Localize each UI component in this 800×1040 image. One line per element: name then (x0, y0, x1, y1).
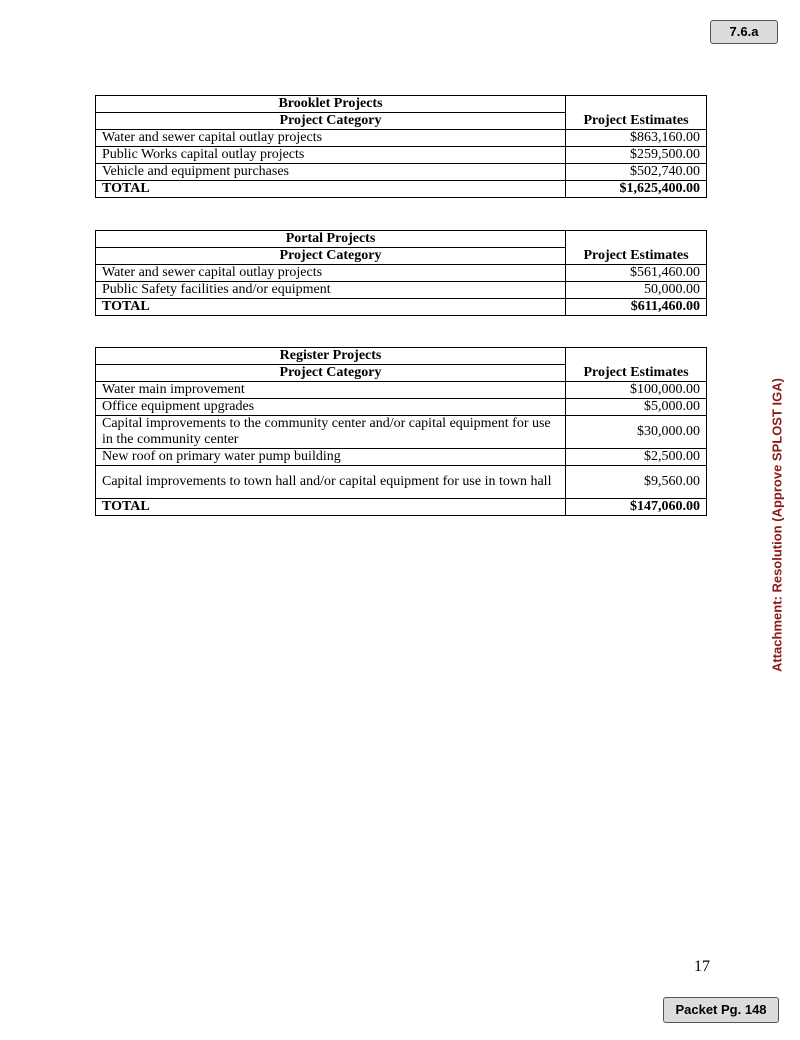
category-cell: Office equipment upgrades (96, 399, 566, 416)
total-value: $611,460.00 (566, 299, 707, 316)
estimate-cell: $100,000.00 (566, 382, 707, 399)
category-cell: Public Works capital outlay projects (96, 147, 566, 164)
brooklet-projects-table (95, 95, 707, 198)
category-cell: New roof on primary water pump building (96, 449, 566, 466)
table-row (96, 147, 707, 164)
packet-page-tag: Packet Pg. 148 (663, 997, 779, 1023)
table-row (96, 449, 707, 466)
total-row (96, 181, 707, 198)
table-title: Register Projects (96, 348, 566, 365)
total-label: TOTAL (96, 299, 566, 316)
category-cell: Capital improvements to the community center and/or capital equipment for use in the community center (96, 416, 566, 449)
estimate-cell: $502,740.00 (566, 164, 707, 181)
table-row (96, 382, 707, 399)
category-cell: Capital improvements to town hall and/or capital equipment for use in town hall (96, 466, 566, 499)
estimate-cell: $561,460.00 (566, 265, 707, 282)
table-row (96, 282, 707, 299)
section-tag: 7.6.a (710, 20, 778, 44)
total-value: $147,060.00 (566, 499, 707, 516)
page-number: 17 (694, 958, 710, 975)
estimate-cell: 50,000.00 (566, 282, 707, 299)
column-header-category: Project Category (96, 365, 566, 382)
table-title: Portal Projects (96, 231, 566, 248)
attachment-label: Attachment: Resolution (Approve SPLOST IGA) (769, 378, 785, 672)
total-row (96, 299, 707, 316)
total-label: TOTAL (96, 181, 566, 198)
table-row (96, 399, 707, 416)
attachment-sidebar (763, 370, 791, 680)
total-value: $1,625,400.00 (566, 181, 707, 198)
category-cell: Water and sewer capital outlay projects (96, 130, 566, 147)
table-row (96, 265, 707, 282)
category-cell: Water and sewer capital outlay projects (96, 265, 566, 282)
estimate-cell: $5,000.00 (566, 399, 707, 416)
estimate-cell: $863,160.00 (566, 130, 707, 147)
portal-projects-table (95, 230, 707, 316)
total-row (96, 499, 707, 516)
column-header-estimates: Project Estimates (566, 365, 707, 382)
table-row (96, 416, 707, 449)
column-header-estimates: Project Estimates (566, 248, 707, 265)
category-cell: Water main improvement (96, 382, 566, 399)
column-header-category: Project Category (96, 113, 566, 130)
total-label: TOTAL (96, 499, 566, 516)
category-cell: Public Safety facilities and/or equipment (96, 282, 566, 299)
estimate-cell: $2,500.00 (566, 449, 707, 466)
table-row (96, 466, 707, 499)
table-row (96, 164, 707, 181)
estimate-cell: $259,500.00 (566, 147, 707, 164)
table-title: Brooklet Projects (96, 96, 566, 113)
register-projects-table (95, 347, 707, 516)
column-header-category: Project Category (96, 248, 566, 265)
estimate-cell: $9,560.00 (566, 466, 707, 499)
column-header-estimates: Project Estimates (566, 113, 707, 130)
table-row (96, 130, 707, 147)
estimate-cell: $30,000.00 (566, 416, 707, 449)
category-cell: Vehicle and equipment purchases (96, 164, 566, 181)
